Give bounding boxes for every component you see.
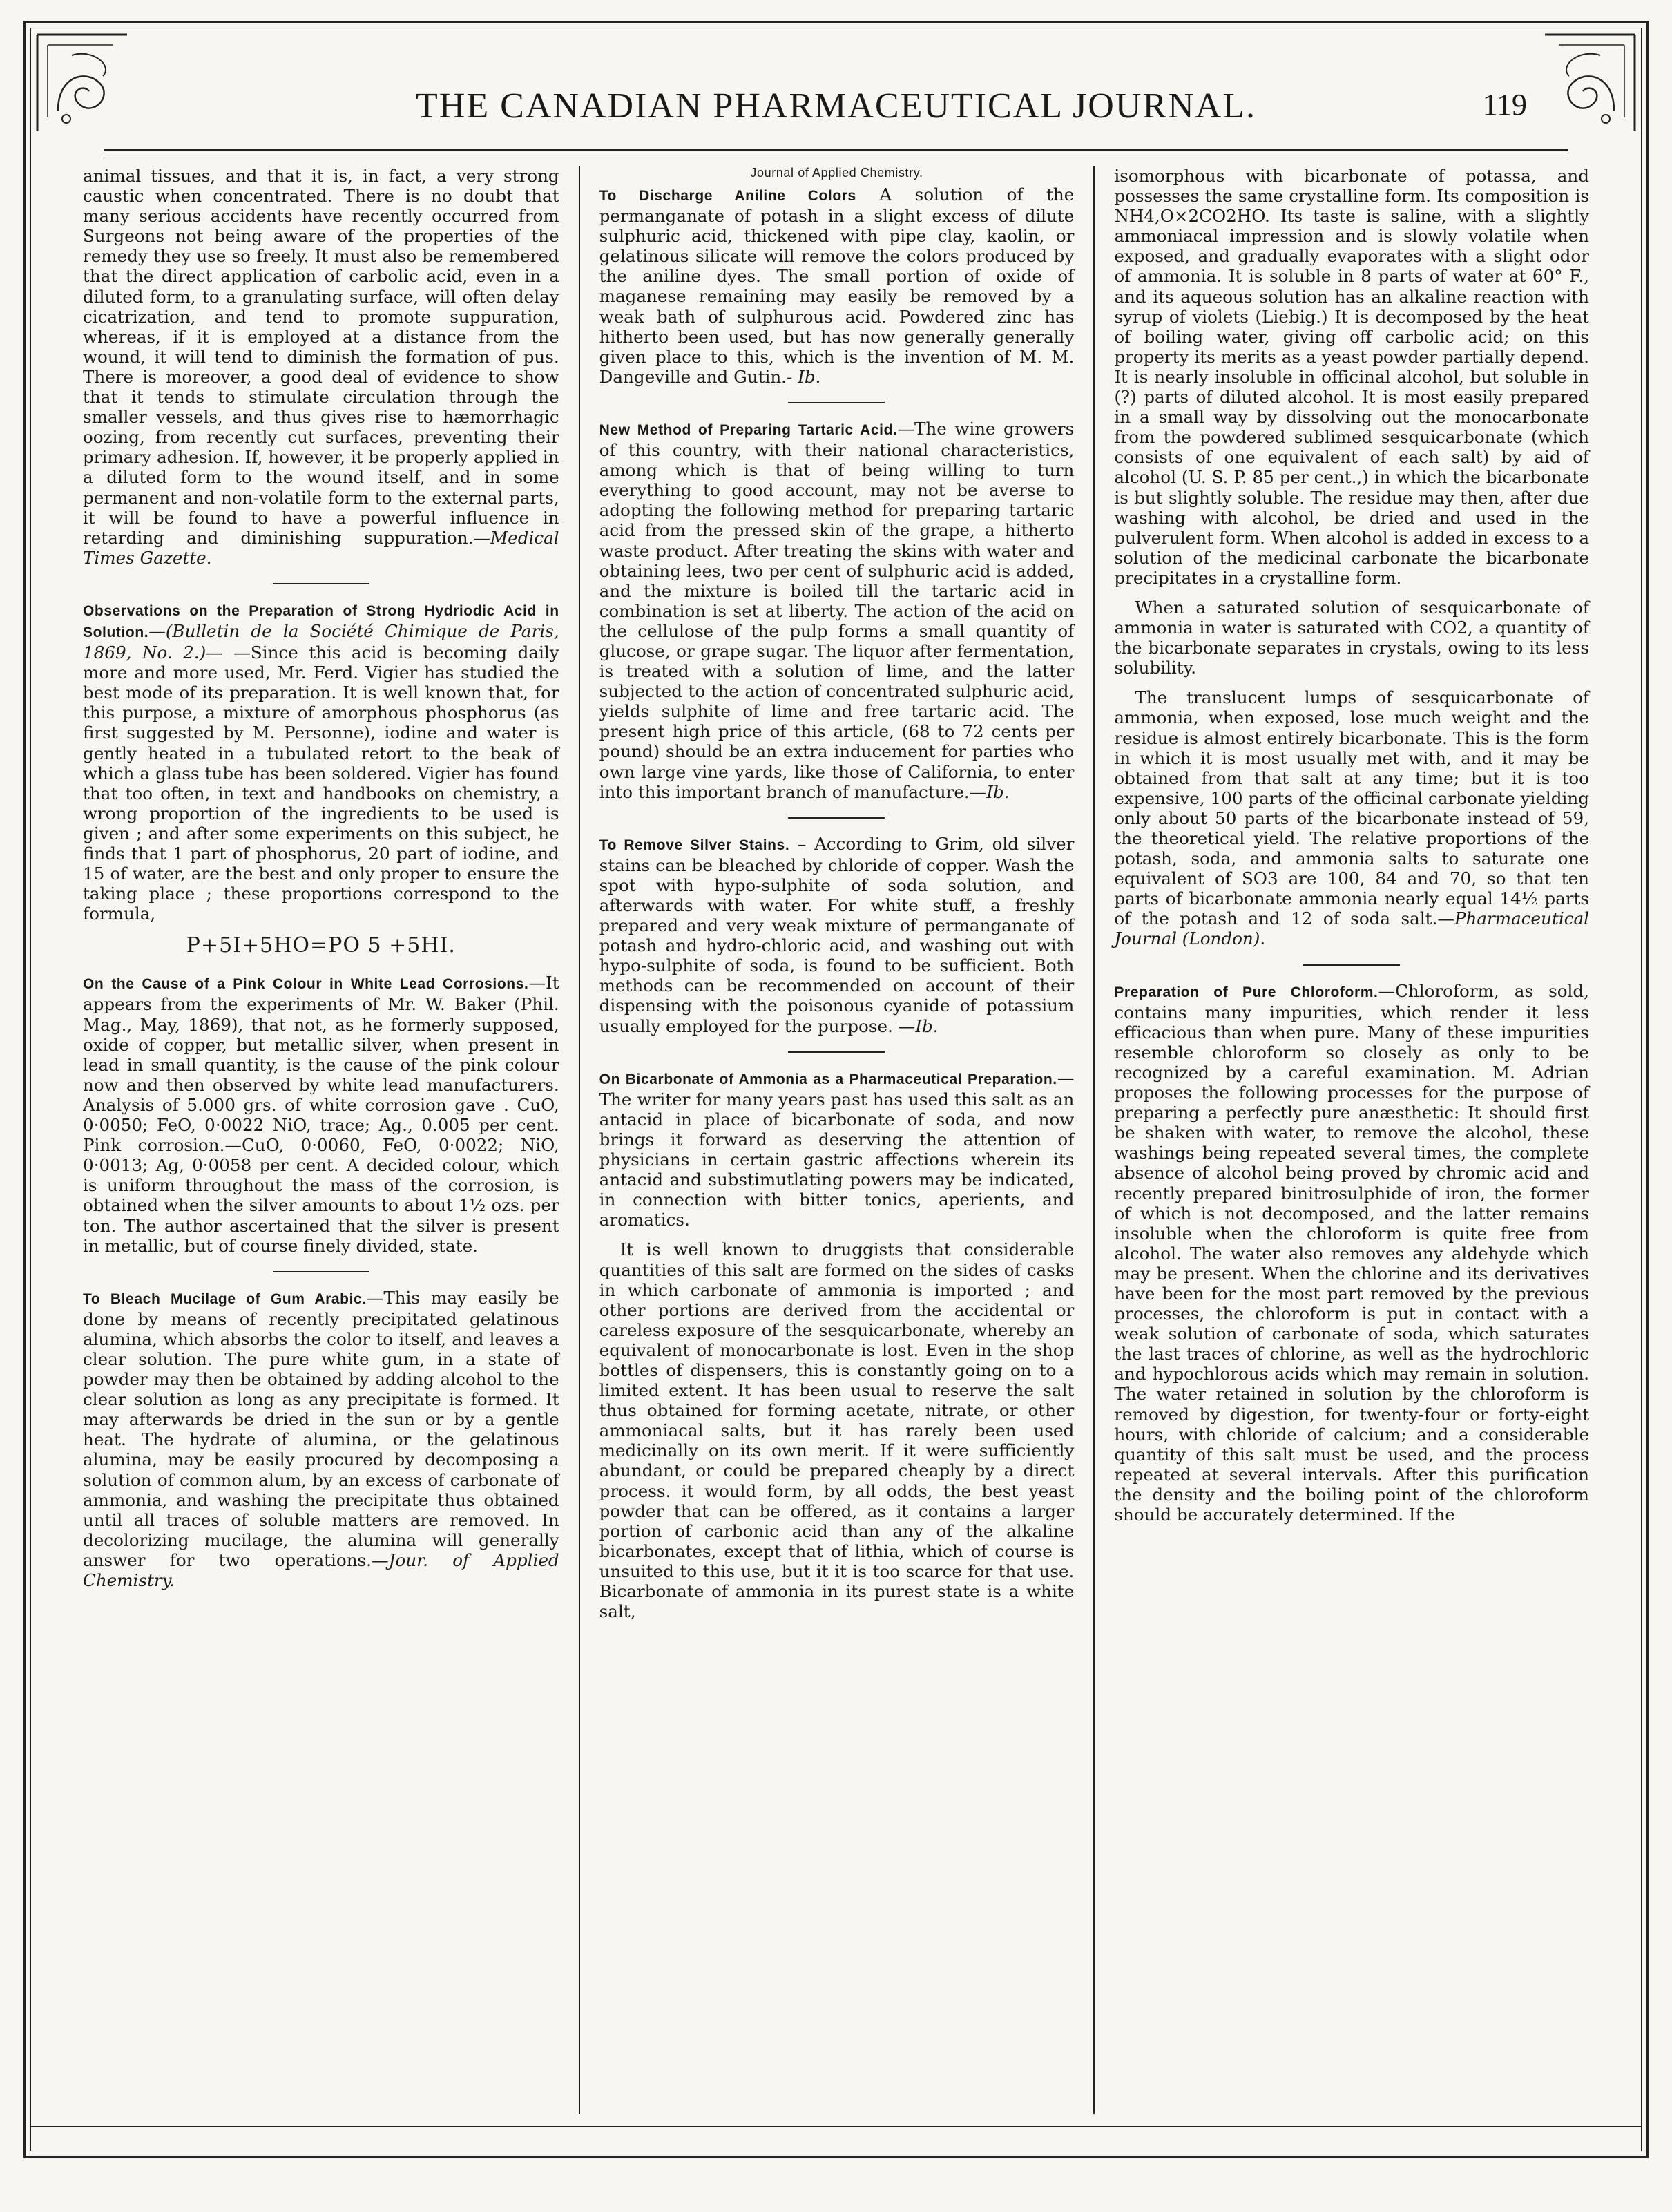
chemical-formula: P+5I+5HO=PO 5 +5HI. (186, 933, 456, 958)
source-citation: —(Bulletin de la Société Chimique de Paris, 1869, No. 2.)— (83, 620, 559, 663)
section-divider (273, 583, 369, 584)
article-heading: Observations on the Preparation of Strong Hydriodic Acid in Solution. (83, 602, 559, 640)
paragraph-text: isomorphous with bicarbonate of potassa, and possesses the same crystalline form. Its composition is NH4,O×2CO2HO. Its taste is saline, with a slightly ammoniacal impression and is slowly volatile when exposed, and gradually evaporates with a slight odor of ammonia. It is soluble in 8 parts of water at 60° F., and its aqueous solution has an alkaline reaction with syrup of violets (Liebig.) It is decomposed by the heat of boiling water, giving off carbolic acid; on this property its merits as a yeast powder partially depend. It is nearly insoluble in officinal alcohol, but soluble in (?) parts of diluted alcohol. It is most easily prepared in a small way by dissolving out the monocarbonate from the powdered sublimed sesquicarbonate (which consists of one equivalent of each salt) by aid of alcohol (U. S. P. 85 per cent.,) in which the bicarbonate is but slightly soluble. The residue may then, after due washing with alcohol, be dried and used in the pulverulent form. When alcohol is added in excess to a solution of the medicinal carbonate the bicarbonate precipitates in a crystalline form. (1114, 166, 1589, 588)
paragraph-text: —This may easily be done by means of recently precipitated gelatinous alumina, which absorbs the color to itself, and leaves a clear solution. The pure white gum, in a state of powder may then be obtained by adding alcohol to the clear solution as long as any precipitate is formed. It may afterwards be dried in the sun or by a gentle heat. The hydrate of alumina, or the gelatinous alumina, may be easily procured by decomposing a solution of common alum, by an excess of carbonate of ammonia, and washing the precipitate thus obtained until all traces of soluble matters are removed. In decolorizing mucilage, the alumina will generally answer for two operations. (83, 1287, 559, 1570)
corner-ornament-icon (1538, 28, 1642, 138)
article-silver-stains (599, 834, 1075, 1036)
article-heading: Preparation of Pure Chloroform. (1114, 984, 1378, 1000)
column-1 (64, 166, 579, 2114)
section-divider (788, 1051, 885, 1053)
paragraph-text: The translucent lumps of sesquicarbonate of ammonia, when exposed, lose much weight and the residue is almost entirely bicarbonate. This is the form in which it is most usually met with, and it may be obtained from that salt at any time; but it is too expensive, 100 parts of the officinal carbonate yielding only about 50 parts of the bicarbonate instead of 59, the theoretical yield. The relative proportions of the potash, soda, and ammonia salts to saturate one equivalent of SO3 are 100, 84 and 70, so that ten parts of bicarbonate ammonia nearly equal 14½ parts of the potash and 12 of soda salt. (1114, 687, 1589, 929)
column-2 (579, 166, 1094, 2114)
section-divider (788, 402, 885, 403)
article-columns (64, 166, 1608, 2114)
section-divider (273, 1271, 369, 1272)
paragraph-text: A solution of the permanganate of potash in a slight excess of dilute sulphuric acid, thickened with pipe clay, kaolin, or gelatinous silicate will remove the colors produced by the aniline dyes. The small portion of oxide of maganese remaining may easily be removed by a weak bath of sulphurous acid. Powdered zinc has hitherto been used, but has now generally generally given place to this, which is the invention of M. M. Dangeville and Gutin.- (599, 184, 1075, 387)
paragraph-text: —It appears from the experiments of Mr. W. Baker (Phil. Mag., May, 1869), that not, as he formerly supposed, oxide of copper, but metallic silver, when present in lead in small quantity, is the cause of the pink colour now and then observed by white lead manufacturers. Analysis of 5.000 grs. of white corrosion gave . CuO, 0·0050; FeO, 0·0022 NiO, trace; Ag., 0.005 per cent. Pink corrosion.—CuO, 0·0060, FeO, 0·0022; NiO, 0·0013; Ag, 0·0058 per cent. A decided colour, which is uniform throughout the mass of the corrosion, is obtained when the silver amounts to about 1½ ozs. per ton. The author ascertained that the silver is present in metallic, but of course finely divided, state. (83, 973, 559, 1256)
article-heading: On the Cause of a Pink Colour in White Lead Corrosions. (83, 976, 529, 993)
header-rule (104, 149, 1568, 151)
source-caption: Journal of Applied Chemistry. (750, 166, 923, 180)
article-carbolic-continued (83, 166, 559, 568)
article-heading: To Bleach Mucilage of Gum Arabic. (83, 1290, 367, 1307)
paragraph-text: —The wine growers of this country, with their national characteristics, among which is that of being willing to turn everything to good account, may not be averse to adopting the following method for preparing tartaric acid from the pressed skin of the grape, a hitherto waste product. After treating the skins with water and obtaining lees, two per cent of sulphuric acid is added, and the mixture is boiled till the tartaric acid in combination is set at liberty. The action of the acid on the cellulose of the pulp forms a small quantity of glucose, or grape sugar. The liquor after fermentation, is treated with a solution of lime, and the latter subjected to the action of concentrated sulphuric acid, yields sulphite of lime and free tartaric acid. The present high price of this article, (68 to 72 cents per pound) should be an extra inducement for parties who own large vine yards, like those of California, to enter into this important branch of manufacture. (599, 418, 1075, 802)
paragraph-text: – According to Grim, old silver stains can be bleached by chloride of copper. Wash the spot with hypo-sulphite of soda solution, and afterwards with water. For white stuff, a freshly prepared and very weak mixture of permanganate of potash and hydro-chloric acid, and washing out with hypo-sulphite of soda, is found to be sufficient. Both methods can be recommended on account of their dispensing with the poisonous cyanide of potassium usually employed for the purpose. (599, 833, 1075, 1036)
source-citation: —Jour. of Applied Chemistry. (83, 1550, 559, 1590)
section-divider (1303, 964, 1400, 966)
column-3 (1093, 166, 1608, 2114)
running-title: THE CANADIAN PHARMACEUTICAL JOURNAL. (416, 86, 1256, 126)
source-citation: —Pharmaceutical Journal (London). (1114, 908, 1589, 949)
article-heading: New Method of Preparing Tartaric Acid. (599, 421, 898, 438)
section-divider (788, 817, 885, 819)
footer-rule (30, 2126, 1642, 2127)
article-pink-colour (83, 973, 559, 1255)
corner-ornament-icon (30, 28, 134, 138)
article-heading: To Discharge Aniline Colors (599, 188, 856, 204)
article-bleach-mucilage (83, 1288, 559, 1590)
article-tartaric-acid (599, 419, 1075, 802)
paragraph-text: —The writer for many years past has used this salt as an antacid in place of bicarbonate of soda, and now brings it forward as deserving the attention of physicians in certain gastric affections wherein its antacid and substimutlating powers may be indicated, in connection with bitter tonics, aperients, and aromatics. (599, 1067, 1075, 1230)
source-citation: —Ib. (892, 1016, 939, 1036)
source-citation: Ib. (792, 366, 821, 387)
source-citation: —Ib. (969, 781, 1010, 802)
source-citation: —Medical Times Gazette. (83, 527, 559, 568)
article-bicarbonate-ammonia (599, 1068, 1075, 1230)
paragraph-text: When a saturated solution of sesquicarbonate of ammonia in water is saturated with CO2, a quantity of the bicarbonate separates in crystals, owing to its less solubility. (1114, 597, 1589, 678)
page-header (145, 82, 1527, 130)
paragraph-text: It is well known to druggists that considerable quantities of this salt are formed on the sides of casks in which carbonate of ammonia is imported ; and other portions are derived from the accidental or careless exposure of the sesquicarbonate, whereby an equivalent of monocarbonate is lost. Even in the shop bottles of dispensers, this is constantly going on to a limited extent. It has been usual to reserve the salt thus obtained for forming acetate, nitrate, or other ammoniacal salts, but it has rarely been used medicinally on its own merit. If it were sufficiently abundant, or could be prepared cheaply by a direct process. it would form, by all odds, the best yeast powder that can be offered, as it contains a larger portion of carbonic acid than any of the alkaline bicarbonates, except that of lithia, which of course is unsuited to this use, but it it is too scarce for that use. Bicarbonate of ammonia in its purest state is a white salt, (599, 1239, 1075, 1622)
article-heading: On Bicarbonate of Ammonia as a Pharmaceutical Preparation. (599, 1071, 1057, 1087)
paragraph-text: animal tissues, and that it is, in fact, a very strong caustic when concentrated. There is no doubt that many serious accidents have recently occurred from Surgeons not being aware of the properties of the remedy they use so freely. It must also be remembered that the direct application of carbolic acid, even in a diluted form, to a granulating surface, will often delay cicatrization, and tend to promote suppuration, whereas, if it is employed at a distance from the wound, it will tend to diminish the formation of pus. There is moreover, a good deal of evidence to show that it tends to stimulate circulation through the smaller vessels, and thus gives rise to hæmorrhagic oozing, from recently cut surfaces, preventing their primary adhesion. If, however, it be properly applied in a diluted form to the wound itself, and in some permanent and non-volatile form to the external parts, it will be found to have a powerful influence in retarding and diminishing suppuration. (83, 166, 559, 548)
paragraph-text: —Chloroform, as sold, contains many impurities, which render it less efficacious than when pure. Many of these impurities resemble chloroform so closely as only to be recognized by a careful examination. M. Adrian proposes the following processes for the purpose of preparing a perfectly pure anæsthetic: It should first be shaken with water, to remove the alcohol, these washings being repeated several times, the complete absence of alcohol being proved by chromic acid and recently prepared binitrosulphide of iron, the former of which is not decomposed, and the latter remains insoluble when the chloroform is quite free from alcohol. The water also removes any aldehyde which may be present. When the chlorine and its derivatives have been for the most part removed by the previous processes, the chloroform is put in contact with a weak solution of carbonate of soda, which saturates the last traces of chlorine, as well as the hydrochloric and hypochlorous acids which may remain in solution. The water retained in solution by the chloroform is removed by digestion, for twenty-four or forty-eight hours, with chloride of calcium; and a considerable quantity of this salt must be used, and the process repeated at several intervals. After this purification the density and the boiling point of the chloroform should be accurately determined. If the (1114, 980, 1589, 1525)
paragraph-text: —Since this acid is becoming daily more and more used, Mr. Ferd. Vigier has studied the best mode of its preparation. It is well known that, for this purpose, a mixture of amorphous phosphorus (as first suggested by M. Personne), iodine and water is gently heated in a tubulated retort to the beak of which a glass tube has been soldered. Vigier has found that too often, in text and handbooks on chemistry, a wrong proportion of the ingredients to be used is given ; and after some experiments on this subject, he finds that 1 part of phosphorus, 20 part of iodine, and 15 of water, are the best and only proper to ensure the taking place ; these proportions correspond to the formula, (83, 642, 559, 924)
article-hydriodic-acid (83, 600, 559, 924)
article-heading: To Remove Silver Stains. (599, 837, 790, 853)
article-pure-chloroform (1114, 981, 1589, 1525)
page-number: 119 (1482, 88, 1527, 122)
article-bicarbonate-conclusion (1114, 687, 1589, 948)
article-aniline-colors (599, 184, 1075, 387)
